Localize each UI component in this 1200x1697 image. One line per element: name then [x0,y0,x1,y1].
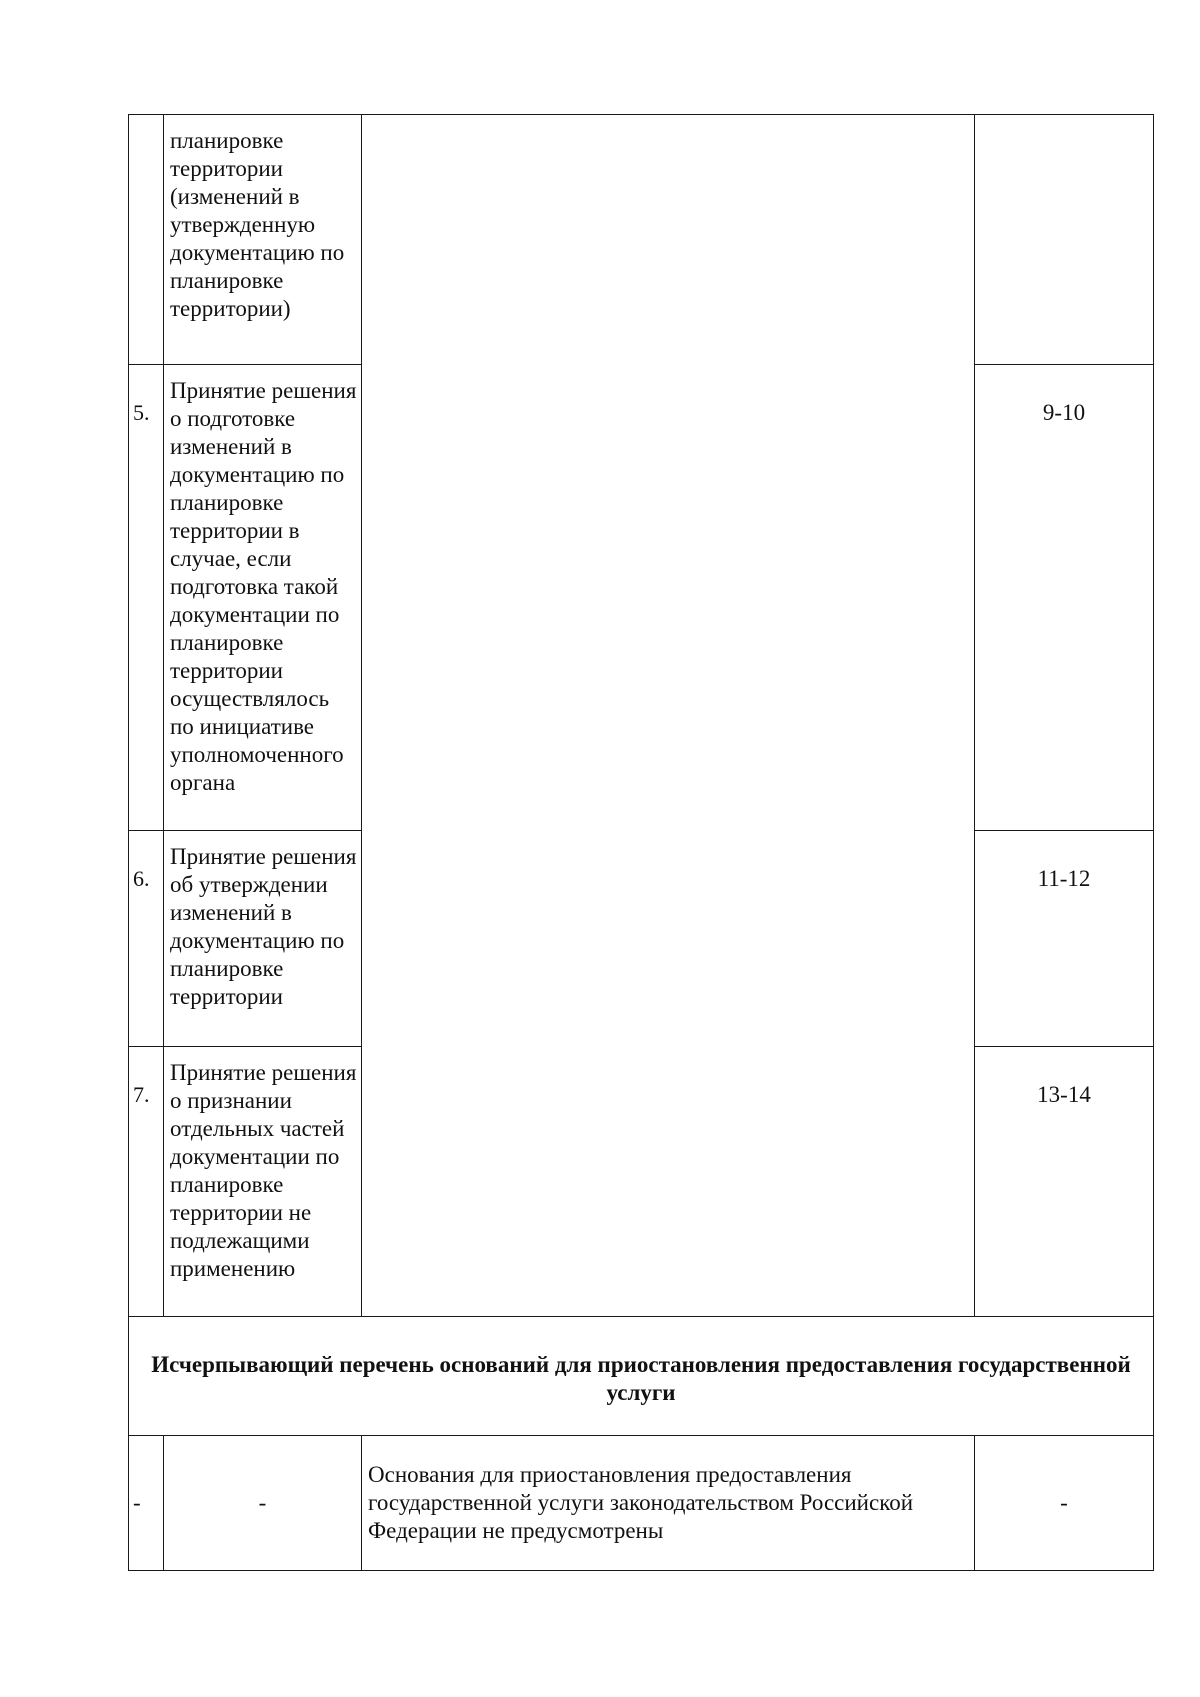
row-number-cell [129,115,164,365]
table-row [129,115,1154,365]
service-name-cell: планировке территории (изменений в утвержденную документацию по планировке территории) [164,115,362,365]
row-number-cell: 7. [129,1047,164,1317]
services-table [128,114,1154,1571]
service-name-cell: Принятие решения о признании отдельных частей документации по планировке территории не подлежащими применению [164,1047,362,1317]
table-row [129,1436,1154,1571]
service-name-cell: Принятие решения о подготовке изменений в документацию по планировке территории в случае, если подготовка такой документации по планировке территории осуществлялось по инициативе уполномоченного органа [164,365,362,831]
reference-cell: 13-14 [975,1047,1154,1317]
description-cell: Основания для приостановления предоставления государственной услуги законодательством Российской Федерации не предусмотрены [362,1436,975,1571]
reference-cell: 9-10 [975,365,1154,831]
reference-cell: 11-12 [975,831,1154,1047]
row-number-cell: 5. [129,365,164,831]
merged-description-cell [362,115,975,1317]
reference-cell: - [975,1436,1154,1571]
service-name-cell: Принятие решения об утверждении изменений в документацию по планировке территории [164,831,362,1047]
section-heading: Исчерпывающий перечень оснований для приостановления предоставления государственной услуги [129,1317,1154,1436]
row-number-cell: - [129,1436,164,1571]
service-name-cell: - [164,1436,362,1571]
row-number-cell: 6. [129,831,164,1047]
section-heading-row [129,1317,1154,1436]
reference-cell [975,115,1154,365]
